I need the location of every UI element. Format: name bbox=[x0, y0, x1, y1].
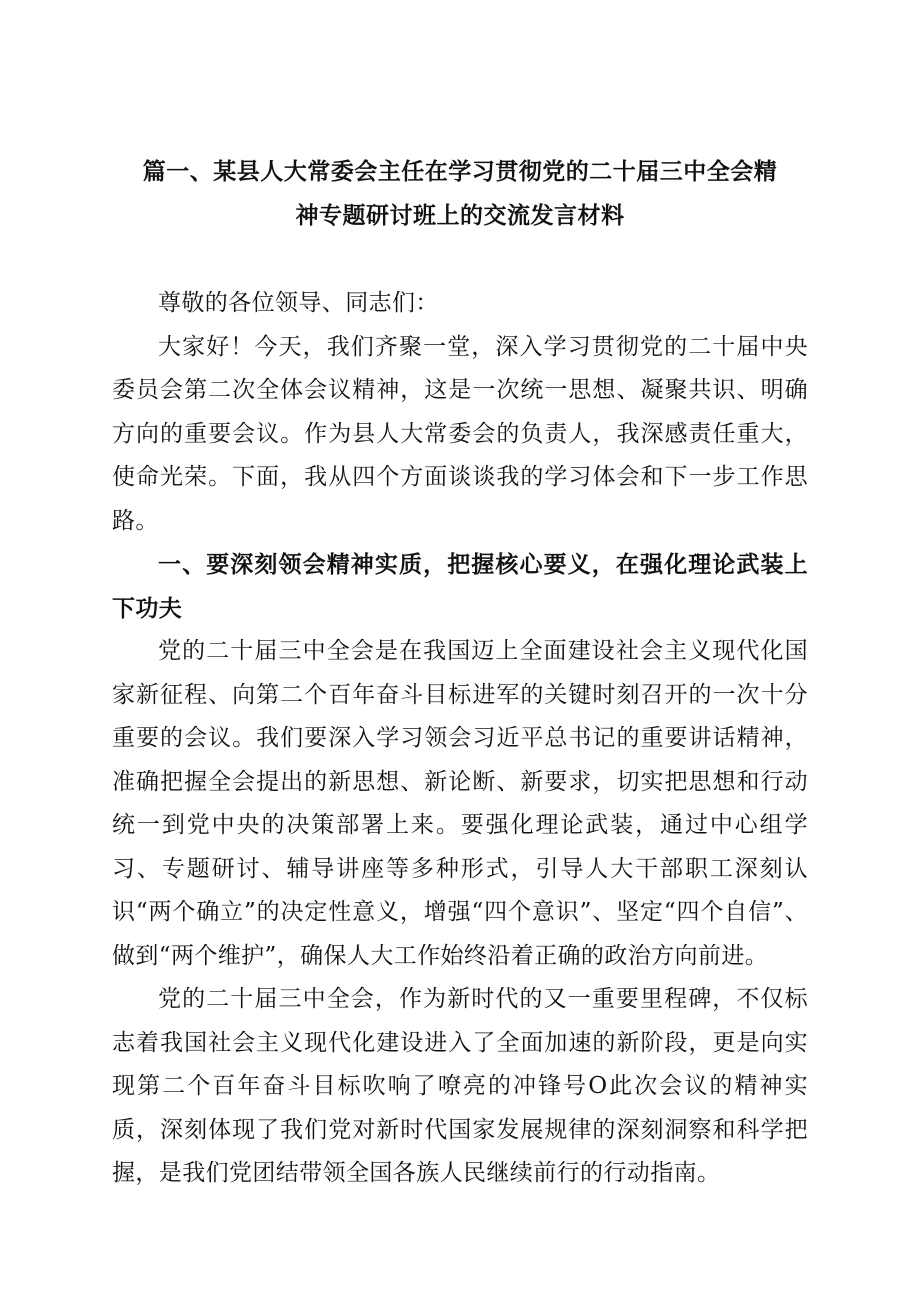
paragraph-intro: 大家好！今天，我们齐聚一堂，深入学习贯彻党的二十届中央委员会第二次全体会议精神，这是一次统一思想、凝聚共识、明确方向的重要会议。作为县人大常委会的负责人，我深感责任重大，使命光荣。下面，我从四个方面谈谈我的学习体会和下一步工作思路。 bbox=[112, 333, 808, 534]
title-line-1: 篇一、某县人大常委会主任在学习贯彻党的二十届三中全会精 bbox=[142, 158, 778, 185]
document-title bbox=[110, 150, 810, 238]
document-body bbox=[112, 282, 808, 1196]
section-heading-1: 一、要深刻领会精神实质，把握核心要义，在强化理论武装上下功夫 bbox=[112, 551, 808, 622]
paragraph-section-1-b: 党的二十届三中全会，作为新时代的又一重要里程碑，不仅标志着我国社会主义现代化建设进入了全面加速的新阶段，更是向实现第二个百年奋斗目标吹响了嘹亮的冲锋号O此次会议的精神实质，深刻体现了我们党对新时代国家发展规律的深刻洞察和科学把握，是我们党团结带领全国各族人民继续前行的行动指南。 bbox=[112, 986, 808, 1186]
salutation: 尊敬的各位领导、同志们： bbox=[158, 290, 439, 316]
paragraph-section-1-a: 党的二十届三中全会是在我国迈上全面建设社会主义现代化国家新征程、向第二个百年奋斗目标进军的关键时刻召开的一次十分重要的会议。我们要深入学习领会习近平总书记的重要讲话精神，准确把握全会提出的新思想、新论断、新要求，切实把思想和行动统一到党中央的决策部署上来。要强化理论武装，通过中心组学习、专题研讨、辅导讲座等多种形式，引导人大干部职工深刻认识“两个确立”的决定性意义，增强“四个意识”、坚定“四个自信”、做到“两个维护”，确保人大工作始终沿着正确的政治方向前进。 bbox=[112, 638, 808, 969]
title-line-2: 神专题研讨班上的交流发言材料 bbox=[295, 202, 625, 229]
